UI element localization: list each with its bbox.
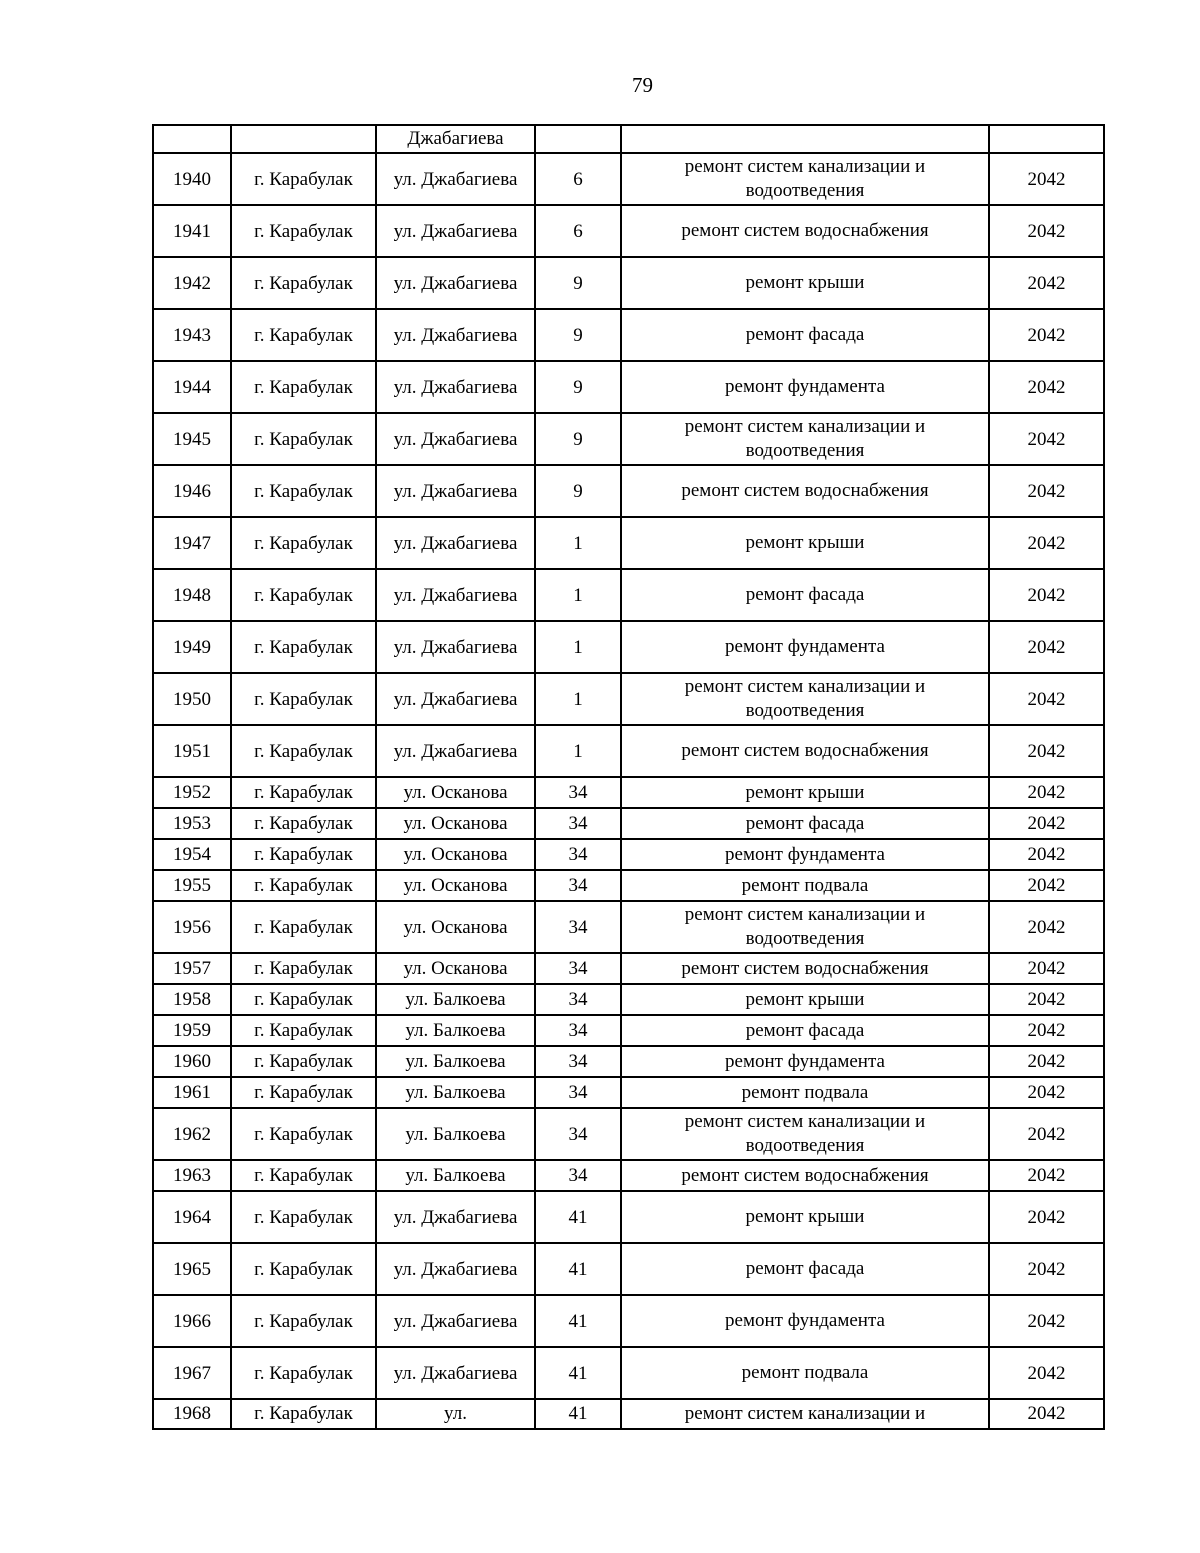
cell-num: 1945 — [153, 413, 231, 465]
cell-num: 1954 — [153, 839, 231, 870]
cell-house: 34 — [535, 901, 621, 953]
cell-work: ремонт систем канализации и водоотведения — [621, 901, 989, 953]
cell-num: 1964 — [153, 1191, 231, 1243]
table-row — [153, 1077, 1104, 1108]
cell-num: 1951 — [153, 725, 231, 777]
cell-city: г. Карабулак — [231, 984, 376, 1015]
cell-house: 1 — [535, 725, 621, 777]
cell-work: ремонт фундамента — [621, 1046, 989, 1077]
cell-num: 1958 — [153, 984, 231, 1015]
table-row — [153, 1347, 1104, 1399]
cell-street: ул. Осканова — [376, 953, 535, 984]
cell-year: 2042 — [989, 870, 1104, 901]
cell-house: 41 — [535, 1243, 621, 1295]
cell-city: г. Карабулак — [231, 153, 376, 205]
cell-city: г. Карабулак — [231, 1347, 376, 1399]
cell-street: ул. Осканова — [376, 839, 535, 870]
cell-house: 41 — [535, 1295, 621, 1347]
cell-house: 34 — [535, 1077, 621, 1108]
cell-city: г. Карабулак — [231, 1243, 376, 1295]
cell-house: 9 — [535, 309, 621, 361]
cell-work: ремонт систем водоснабжения — [621, 465, 989, 517]
cell-city: г. Карабулак — [231, 361, 376, 413]
cell-num: 1961 — [153, 1077, 231, 1108]
cell-year: 2042 — [989, 901, 1104, 953]
cell-work: ремонт систем водоснабжения — [621, 205, 989, 257]
continuation-row — [153, 125, 1104, 153]
cell-num: 1949 — [153, 621, 231, 673]
cell-work: ремонт систем канализации и водоотведения — [621, 413, 989, 465]
cell-street: ул. Джабагиева — [376, 153, 535, 205]
cell-year — [989, 125, 1104, 153]
table-row — [153, 839, 1104, 870]
cell-work: ремонт крыши — [621, 777, 989, 808]
cell-street: ул. Балкоева — [376, 1108, 535, 1160]
cell-city: г. Карабулак — [231, 257, 376, 309]
cell-work: ремонт систем канализации и водоотведения — [621, 153, 989, 205]
table-row — [153, 413, 1104, 465]
cell-house: 9 — [535, 413, 621, 465]
cell-house: 34 — [535, 839, 621, 870]
cell-street: ул. Джабагиева — [376, 517, 535, 569]
cell-work: ремонт фасада — [621, 808, 989, 839]
cell-num: 1968 — [153, 1399, 231, 1429]
cell-street: ул. Осканова — [376, 901, 535, 953]
cell-city: г. Карабулак — [231, 465, 376, 517]
cell-num: 1953 — [153, 808, 231, 839]
cell-street: ул. Джабагиева — [376, 361, 535, 413]
table-row — [153, 953, 1104, 984]
table-row — [153, 569, 1104, 621]
cell-city: г. Карабулак — [231, 569, 376, 621]
cell-city: г. Карабулак — [231, 517, 376, 569]
cell-work: ремонт подвала — [621, 1347, 989, 1399]
cell-house: 41 — [535, 1399, 621, 1429]
cell-street: ул. Джабагиева — [376, 1295, 535, 1347]
table-row — [153, 901, 1104, 953]
cell-street: ул. Джабагиева — [376, 1243, 535, 1295]
cell-year: 2042 — [989, 153, 1104, 205]
cell-year: 2042 — [989, 1160, 1104, 1191]
cell-num: 1940 — [153, 153, 231, 205]
cell-city: г. Карабулак — [231, 953, 376, 984]
cell-street: ул. Балкоева — [376, 1046, 535, 1077]
cell-year: 2042 — [989, 361, 1104, 413]
cell-work: ремонт фундамента — [621, 361, 989, 413]
cell-num: 1963 — [153, 1160, 231, 1191]
cell-work: ремонт фасада — [621, 1243, 989, 1295]
cell-year: 2042 — [989, 309, 1104, 361]
cell-city: г. Карабулак — [231, 808, 376, 839]
cell-num: 1947 — [153, 517, 231, 569]
cell-city: г. Карабулак — [231, 1160, 376, 1191]
cell-work — [621, 125, 989, 153]
cell-year: 2042 — [989, 1015, 1104, 1046]
table-row — [153, 777, 1104, 808]
cell-work: ремонт крыши — [621, 1191, 989, 1243]
cell-house: 34 — [535, 777, 621, 808]
cell-num: 1962 — [153, 1108, 231, 1160]
cell-house: 34 — [535, 1108, 621, 1160]
cell-year: 2042 — [989, 1243, 1104, 1295]
table-row — [153, 1243, 1104, 1295]
cell-street: ул. — [376, 1399, 535, 1429]
cell-num: 1960 — [153, 1046, 231, 1077]
cell-house: 1 — [535, 673, 621, 725]
table-row — [153, 1399, 1104, 1429]
cell-street: Джабагиева — [376, 125, 535, 153]
repair-schedule-table — [152, 124, 1105, 1430]
cell-num: 1941 — [153, 205, 231, 257]
cell-work: ремонт крыши — [621, 984, 989, 1015]
cell-work: ремонт систем водоснабжения — [621, 1160, 989, 1191]
cell-year: 2042 — [989, 1077, 1104, 1108]
cell-work: ремонт систем канализации и водоотведения — [621, 1108, 989, 1160]
cell-city: г. Карабулак — [231, 777, 376, 808]
cell-house: 34 — [535, 1160, 621, 1191]
cell-work: ремонт фундамента — [621, 621, 989, 673]
cell-house: 1 — [535, 517, 621, 569]
cell-work: ремонт подвала — [621, 870, 989, 901]
table-row — [153, 984, 1104, 1015]
cell-city: г. Карабулак — [231, 1399, 376, 1429]
table-row — [153, 1108, 1104, 1160]
cell-city: г. Карабулак — [231, 205, 376, 257]
cell-num: 1957 — [153, 953, 231, 984]
cell-city: г. Карабулак — [231, 1108, 376, 1160]
table-row — [153, 257, 1104, 309]
cell-city: г. Карабулак — [231, 1295, 376, 1347]
table-row — [153, 205, 1104, 257]
cell-work: ремонт фасада — [621, 569, 989, 621]
cell-street: ул. Джабагиева — [376, 1347, 535, 1399]
cell-num: 1956 — [153, 901, 231, 953]
cell-year: 2042 — [989, 1295, 1104, 1347]
table-row — [153, 1191, 1104, 1243]
cell-num: 1944 — [153, 361, 231, 413]
cell-year: 2042 — [989, 984, 1104, 1015]
cell-year: 2042 — [989, 1347, 1104, 1399]
cell-num: 1950 — [153, 673, 231, 725]
page-number: 79 — [632, 73, 653, 97]
cell-house: 34 — [535, 808, 621, 839]
cell-num: 1943 — [153, 309, 231, 361]
cell-street: ул. Джабагиева — [376, 205, 535, 257]
cell-year: 2042 — [989, 257, 1104, 309]
cell-city: г. Карабулак — [231, 1077, 376, 1108]
cell-street: ул. Джабагиева — [376, 621, 535, 673]
cell-house: 34 — [535, 1015, 621, 1046]
cell-house: 9 — [535, 257, 621, 309]
cell-street: ул. Джабагиева — [376, 413, 535, 465]
cell-work: ремонт систем канализации и водоотведения — [621, 673, 989, 725]
cell-house: 34 — [535, 984, 621, 1015]
cell-num: 1967 — [153, 1347, 231, 1399]
cell-year: 2042 — [989, 725, 1104, 777]
cell-work: ремонт подвала — [621, 1077, 989, 1108]
cell-num: 1955 — [153, 870, 231, 901]
cell-house: 1 — [535, 621, 621, 673]
cell-street: ул. Балкоева — [376, 1077, 535, 1108]
cell-year: 2042 — [989, 569, 1104, 621]
cell-house: 34 — [535, 953, 621, 984]
cell-num: 1946 — [153, 465, 231, 517]
cell-year: 2042 — [989, 953, 1104, 984]
cell-year: 2042 — [989, 205, 1104, 257]
cell-year: 2042 — [989, 1046, 1104, 1077]
table-row — [153, 1295, 1104, 1347]
cell-num: 1948 — [153, 569, 231, 621]
cell-city: г. Карабулак — [231, 1191, 376, 1243]
cell-street: ул. Балкоева — [376, 1015, 535, 1046]
cell-year: 2042 — [989, 465, 1104, 517]
cell-city: г. Карабулак — [231, 1046, 376, 1077]
table-row — [153, 153, 1104, 205]
cell-street: ул. Джабагиева — [376, 465, 535, 517]
cell-num: 1952 — [153, 777, 231, 808]
cell-year: 2042 — [989, 808, 1104, 839]
cell-year: 2042 — [989, 1108, 1104, 1160]
table-row — [153, 870, 1104, 901]
cell-street: ул. Джабагиева — [376, 1191, 535, 1243]
table-row — [153, 725, 1104, 777]
cell-work: ремонт фундамента — [621, 1295, 989, 1347]
cell-work: ремонт крыши — [621, 257, 989, 309]
cell-city: г. Карабулак — [231, 725, 376, 777]
cell-num: 1966 — [153, 1295, 231, 1347]
cell-num: 1942 — [153, 257, 231, 309]
cell-house — [535, 125, 621, 153]
cell-year: 2042 — [989, 1191, 1104, 1243]
cell-year: 2042 — [989, 517, 1104, 569]
cell-street: ул. Осканова — [376, 808, 535, 839]
cell-house: 6 — [535, 153, 621, 205]
cell-house: 34 — [535, 1046, 621, 1077]
cell-work: ремонт систем канализации и — [621, 1399, 989, 1429]
cell-work: ремонт крыши — [621, 517, 989, 569]
cell-work: ремонт систем водоснабжения — [621, 953, 989, 984]
cell-year: 2042 — [989, 839, 1104, 870]
cell-city: г. Карабулак — [231, 901, 376, 953]
cell-street: ул. Осканова — [376, 870, 535, 901]
cell-work: ремонт фундамента — [621, 839, 989, 870]
cell-work: ремонт систем водоснабжения — [621, 725, 989, 777]
table-row — [153, 673, 1104, 725]
cell-city: г. Карабулак — [231, 413, 376, 465]
cell-street: ул. Балкоева — [376, 1160, 535, 1191]
cell-city: г. Карабулак — [231, 621, 376, 673]
cell-year: 2042 — [989, 413, 1104, 465]
cell-street: ул. Джабагиева — [376, 725, 535, 777]
cell-year: 2042 — [989, 673, 1104, 725]
cell-house: 34 — [535, 870, 621, 901]
table-row — [153, 1160, 1104, 1191]
table-row — [153, 361, 1104, 413]
table-row — [153, 309, 1104, 361]
cell-house: 6 — [535, 205, 621, 257]
cell-street: ул. Джабагиева — [376, 257, 535, 309]
cell-house: 9 — [535, 361, 621, 413]
cell-city: г. Карабулак — [231, 1015, 376, 1046]
cell-city — [231, 125, 376, 153]
cell-house: 41 — [535, 1191, 621, 1243]
cell-street: ул. Джабагиева — [376, 569, 535, 621]
cell-year: 2042 — [989, 621, 1104, 673]
cell-work: ремонт фасада — [621, 1015, 989, 1046]
cell-year: 2042 — [989, 777, 1104, 808]
table-row — [153, 621, 1104, 673]
table-body — [153, 125, 1104, 1429]
cell-street: ул. Джабагиева — [376, 309, 535, 361]
cell-work: ремонт фасада — [621, 309, 989, 361]
table-row — [153, 1046, 1104, 1077]
cell-num — [153, 125, 231, 153]
cell-street: ул. Осканова — [376, 777, 535, 808]
cell-city: г. Карабулак — [231, 839, 376, 870]
cell-city: г. Карабулак — [231, 309, 376, 361]
table-row — [153, 517, 1104, 569]
cell-city: г. Карабулак — [231, 870, 376, 901]
cell-num: 1965 — [153, 1243, 231, 1295]
cell-num: 1959 — [153, 1015, 231, 1046]
cell-city: г. Карабулак — [231, 673, 376, 725]
table-row — [153, 808, 1104, 839]
cell-year: 2042 — [989, 1399, 1104, 1429]
cell-house: 9 — [535, 465, 621, 517]
cell-street: ул. Балкоева — [376, 984, 535, 1015]
table-row — [153, 465, 1104, 517]
cell-house: 1 — [535, 569, 621, 621]
table-row — [153, 1015, 1104, 1046]
cell-street: ул. Джабагиева — [376, 673, 535, 725]
cell-house: 41 — [535, 1347, 621, 1399]
